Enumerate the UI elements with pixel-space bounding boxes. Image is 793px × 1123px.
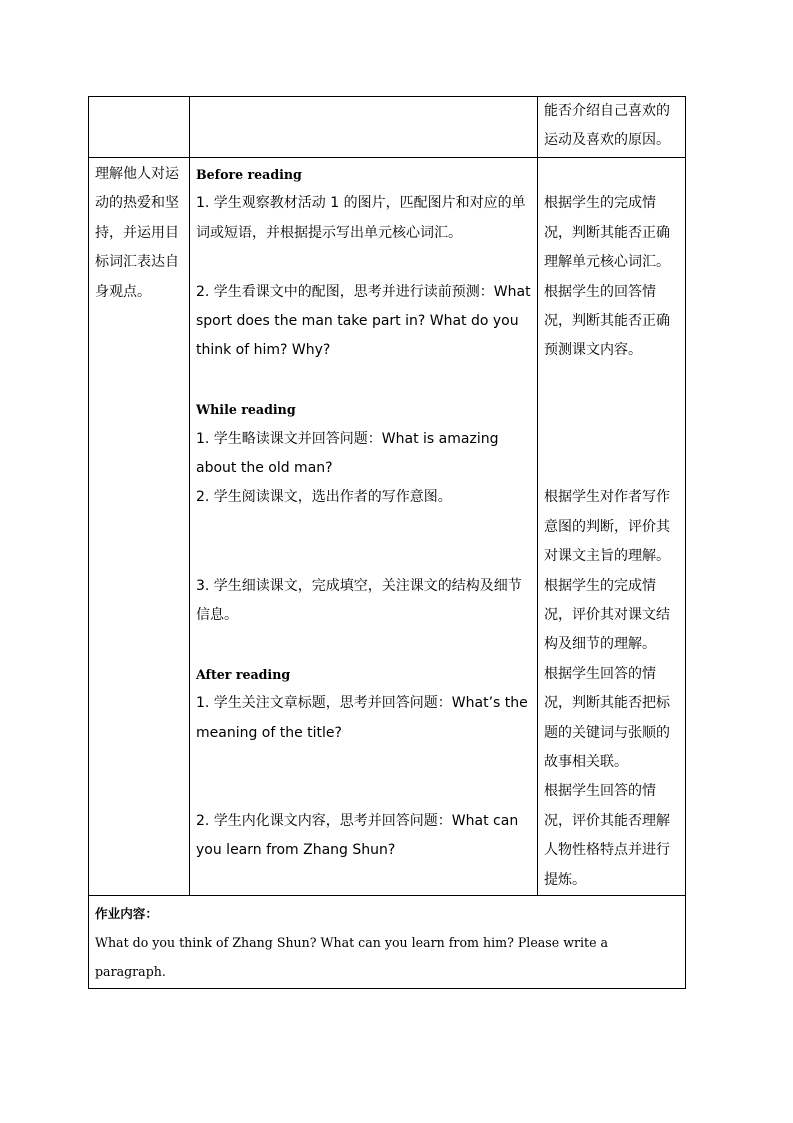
assessment-5: 根据学生回答的情况，判断其能否把标题的关键词与张顺的故事相关联。 bbox=[544, 665, 670, 771]
before-reading-item-2: 2. 学生看课文中的配图，思考并进行读前预测：What sport does the man take part in? What do you think of him? Why? bbox=[196, 283, 531, 359]
while-reading-heading: While reading bbox=[196, 402, 296, 418]
assessment-2: 根据学生的回答情况，判断其能否正确预测课文内容。 bbox=[544, 283, 670, 359]
after-reading-heading: After reading bbox=[196, 666, 291, 682]
table-row-homework bbox=[89, 896, 686, 989]
homework-text: What do you think of Zhang Shun? What can you learn from him? Please write a paragraph. bbox=[95, 935, 609, 980]
assessment-1: 根据学生的完成情况，判断其能否正确理解单元核心词汇。 bbox=[544, 195, 670, 271]
while-reading-item-1: 1. 学生略读课文并回答问题：What is amazing about the old man? bbox=[196, 430, 499, 477]
before-reading-item-1: 1. 学生观察教材活动 1 的图片，匹配图片和对应的单词或短语，并根据提示写出单元核心词汇。 bbox=[196, 195, 526, 241]
homework-label: 作业内容： bbox=[95, 906, 158, 922]
empty-cell-activities bbox=[190, 97, 538, 158]
objective-cell bbox=[89, 158, 190, 896]
lesson-plan-table bbox=[88, 96, 686, 989]
table-row-reading bbox=[89, 158, 686, 896]
homework-cell bbox=[89, 896, 686, 989]
objective-text: 理解他人对运动的热爱和坚持，并运用目标词汇表达自身观点。 bbox=[95, 166, 179, 300]
while-reading-item-2: 2. 学生阅读课文，选出作者的写作意图。 bbox=[196, 489, 452, 506]
while-reading-item-3: 3. 学生细读课文，完成填空，关注课文的结构及细节信息。 bbox=[196, 577, 522, 624]
table-row-continued bbox=[89, 97, 686, 158]
assessment-cell-continued bbox=[538, 97, 686, 158]
assessment-3: 根据学生对作者写作意图的判断，评价其对课文主旨的理解。 bbox=[544, 489, 670, 565]
before-reading-heading: Before reading bbox=[196, 167, 302, 182]
assessment-6: 根据学生回答的情况，评价其能否理解人物性格特点并进行提炼。 bbox=[544, 783, 670, 888]
assessment-text: 能否介绍自己喜欢的运动及喜欢的原因。 bbox=[544, 103, 670, 149]
activities-cell bbox=[190, 158, 538, 896]
assessment-4: 根据学生的完成情况，评价其对课文结构及细节的理解。 bbox=[544, 577, 670, 653]
assessment-cell bbox=[538, 158, 686, 896]
empty-cell-objective bbox=[89, 97, 190, 158]
after-reading-item-1: 1. 学生关注文章标题，思考并回答问题：What’s the meaning of the title? bbox=[196, 695, 528, 741]
after-reading-item-2: 2. 学生内化课文内容，思考并回答问题：What can you learn from Zhang Shun? bbox=[196, 812, 519, 859]
